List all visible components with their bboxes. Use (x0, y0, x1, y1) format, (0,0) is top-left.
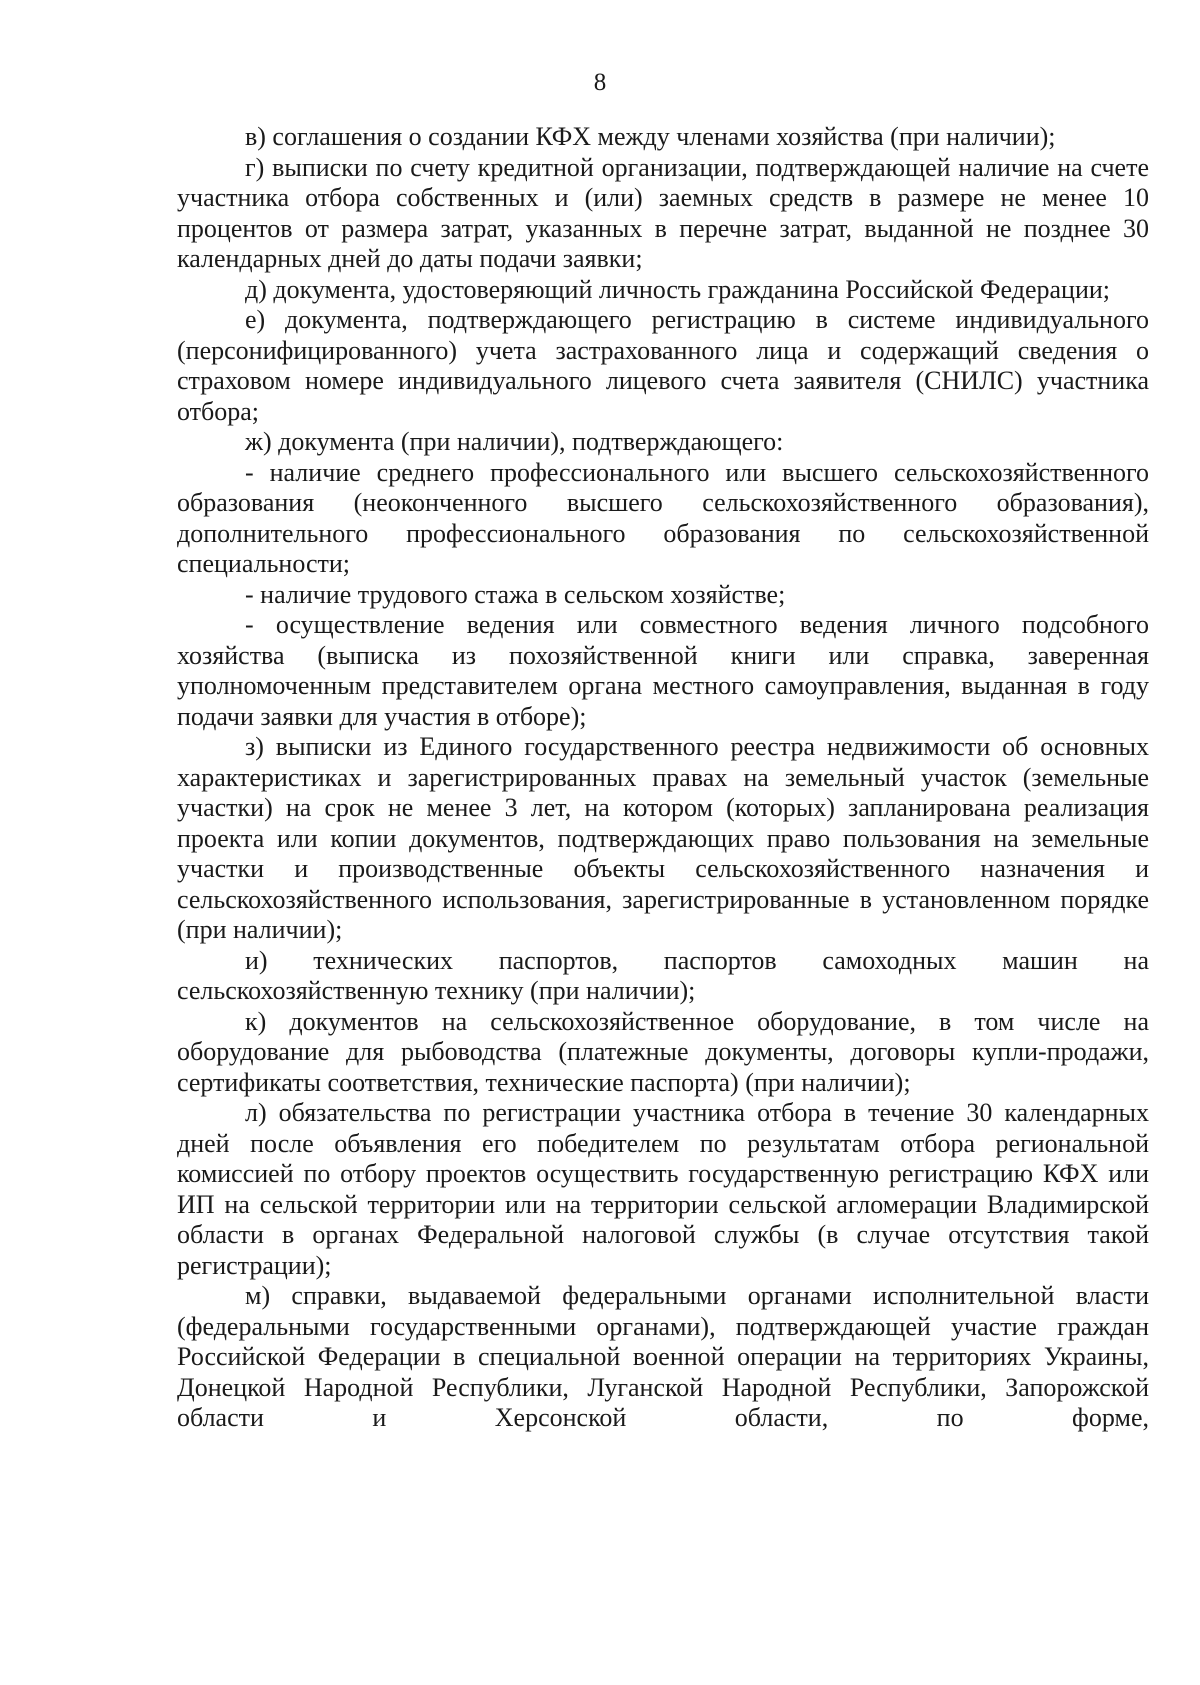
paragraph-i: и) технических паспортов, паспортов самоходных машин на сельскохозяйственную технику (при наличии); (177, 945, 1149, 1005)
paragraph-l: л) обязательства по регистрации участника отбора в течение 30 календарных дней после объявления его победителем по результатам отбора региональной комиссией по отбору проектов осуществить государственную регистрацию КФХ или ИП на сельской территории или на территории сельской агломерации Владимирской области в органах Федеральной налоговой службы (в случае отсутствия такой регистрации); (177, 1098, 1149, 1280)
list-item-education: - наличие среднего профессионального или высшего сельскохозяйственного образования (неоконченного высшего сельскохозяйственного образования), дополнительного профессионального образования по сельскохозяйственной специальности; (177, 457, 1149, 578)
list-item-household: - осуществление ведения или совместного ведения личного подсобного хозяйства (выписка из похозяйственной книги или справка, заверенная уполномоченным представителем органа местного самоуправления, выданная в году подачи заявки для участия в отборе); (177, 610, 1149, 731)
paragraph-k: к) документов на сельскохозяйственное оборудование, в том числе на оборудование для рыбоводства (платежные документы, договоры купли-продажи, сертификаты соответствия, технические паспорта) (при наличии); (177, 1006, 1149, 1097)
paragraph-e: е) документа, подтверждающего регистрацию в системе индивидуального (персонифицированного) учета застрахованного лица и содержащий сведения о страховом номере индивидуального лицевого счета заявителя (СНИЛС) участника отбора; (177, 305, 1149, 426)
page-number: 8 (593, 69, 607, 96)
paragraph-m: м) справки, выдаваемой федеральными органами исполнительной власти (федеральными государственными органами), подтверждающей участие граждан Российской Федерации в специальной военной операции на территориях Украины, Донецкой Народной Республики, Луганской Народной Республики, Запорожской области и Херсонской области, по форме, (177, 1281, 1149, 1432)
paragraph-d: д) документа, удостоверяющий личность гражданина Российской Федерации; (245, 274, 1111, 304)
list-item-work-experience: - наличие трудового стажа в сельском хозяйстве; (245, 579, 786, 609)
paragraph-zh: ж) документа (при наличии), подтверждающего: (245, 427, 784, 456)
paragraph-z: з) выписки из Единого государственного реестра недвижимости об основных характеристиках и зарегистрированных правах на земельный участок (земельные участки) на срок не менее 3 лет, на котором (которых) запланирована реализация проекта или копии документов, подтверждающих право пользования на земельные участки и производственные объекты сельскохозяйственного назначения и сельскохозяйственного использования, зарегистрированные в установленном порядке (при наличии); (177, 732, 1149, 944)
paragraph-g: г) выписки по счету кредитной организации, подтверждающей наличие на счете участника отбора собственных и (или) заемных средств в размере не менее 10 процентов от размера затрат, указанных в перечне затрат, выданной не позднее 30 календарных дней до даты подачи заявки; (177, 152, 1149, 273)
document-body (177, 122, 1149, 1434)
paragraph-v: в) соглашения о создании КФХ между членами хозяйства (при наличии); (245, 122, 1056, 151)
